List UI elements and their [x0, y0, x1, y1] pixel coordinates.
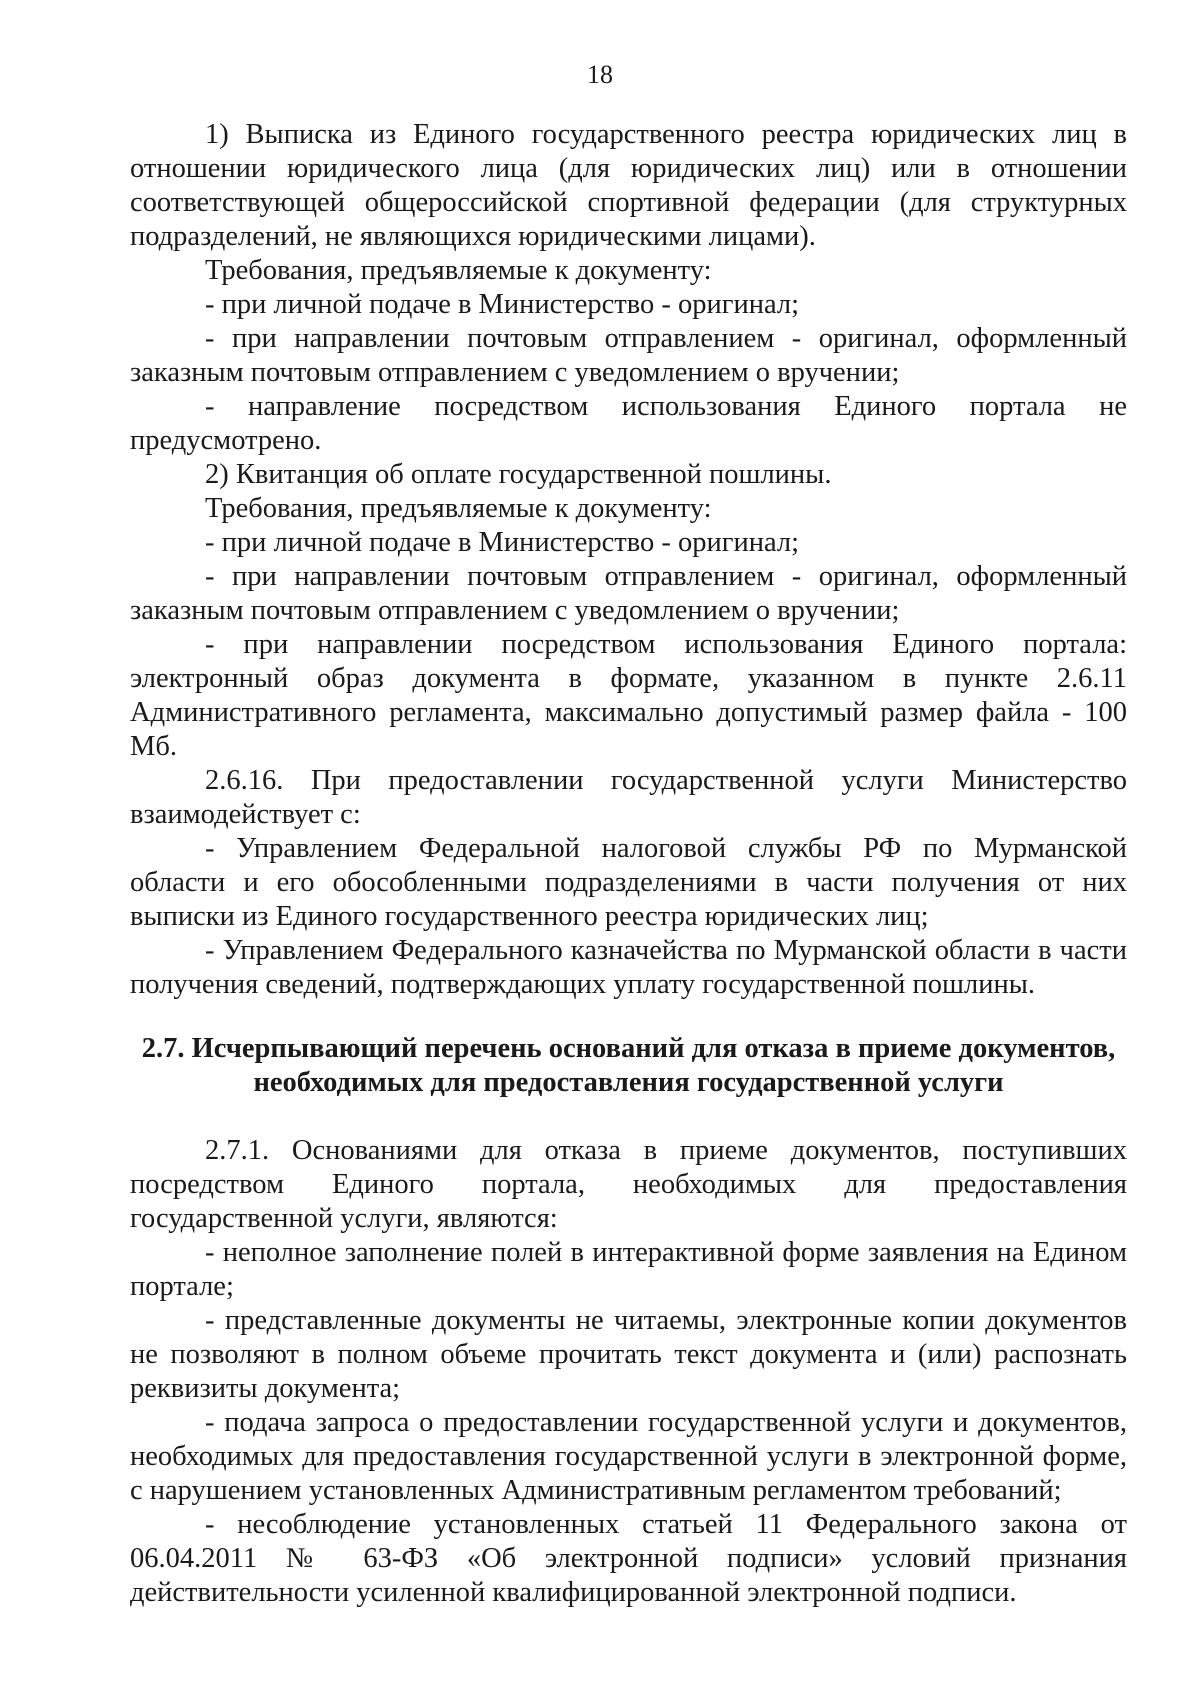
list-item-personal-submission: - при личной подаче в Министерство - оригинал; — [205, 527, 800, 558]
section-heading-line2: необходимых для предоставления государственной услуги — [253, 1067, 1004, 1098]
page-number: 18 — [587, 60, 613, 89]
paragraph-requirements-heading: Требования, предъявляемые к документу: — [205, 493, 712, 524]
list-item-treasury: - Управлением Федерального казначейства по Мурманской области в части получения сведений, подтверждающих уплату государственной пошлины. — [130, 935, 1127, 1000]
paragraph-extract-egrul: 1) Выписка из Единого государственного реестра юридических лиц в отношении юридического лица (для юридических лиц) или в отношении соответствующей общероссийской спортивной федерации (для структурных подразделений, не являющихся юридическими лицами). — [130, 119, 1127, 252]
list-item-personal-submission: - при личной подаче в Министерство - оригинал; — [205, 289, 800, 320]
document-body — [130, 118, 1127, 1610]
list-item-postal-submission: - при направлении почтовым отправлением - оригинал, оформленный заказным почтовым отправлением с уведомлением о вручении; — [130, 323, 1127, 388]
paragraph-fee-receipt: 2) Квитанция об оплате государственной пошлины. — [205, 459, 832, 490]
list-item-postal-submission: - при направлении почтовым отправлением - оригинал, оформленный заказным почтовым отправлением с уведомлением о вручении; — [130, 561, 1127, 626]
paragraph-2-7-1: 2.7.1. Основаниями для отказа в приеме документов, поступивших посредством Единого портала, необходимых для предоставления государственной услуги, являются: — [130, 1135, 1127, 1234]
list-item-signature-noncompliance: - несоблюдение установленных статьей 11 Федерального закона от 06.04.2011 № 63-ФЗ «Об электронной подписи» условий признания действительности усиленной квалифицированной электронной подписи. — [130, 1509, 1127, 1608]
section-heading-line1: 2.7. Исчерпывающий перечень оснований для отказа в приеме документов, — [141, 1033, 1116, 1064]
list-item-incomplete-form: - неполное заполнение полей в интерактивной форме заявления на Едином портале; — [130, 1237, 1127, 1302]
list-item-unreadable-documents: - представленные документы не читаемы, электронные копии документов не позволяют в полном объеме прочитать текст документа и (или) распознать реквизиты документа; — [130, 1305, 1127, 1404]
paragraph-requirements-heading: Требования, предъявляемые к документу: — [205, 255, 712, 286]
list-item-portal-submission: - при направлении посредством использования Единого портала: электронный образ документа в формате, указанном в пункте 2.6.11 Административного регламента, максимально допустимый размер файла - 100 Мб. — [130, 629, 1127, 762]
list-item-tax-service: - Управлением Федеральной налоговой службы РФ по Мурманской области и его обособленными подразделениями в части получения от них выписки из Единого государственного реестра юридических лиц; — [130, 833, 1127, 932]
list-item-requirements-violation: - подача запроса о предоставлении государственной услуги и документов, необходимых для предоставления государственной услуги в электронной форме, с нарушением установленных Административным регламентом требований; — [130, 1407, 1127, 1506]
paragraph-2-6-16: 2.6.16. При предоставлении государственной услуги Министерство взаимодействует с: — [130, 765, 1127, 830]
list-item-portal-not-provided: - направление посредством использования Единого портала не предусмотрено. — [130, 391, 1127, 456]
section-heading-2-7 — [130, 1032, 1127, 1100]
